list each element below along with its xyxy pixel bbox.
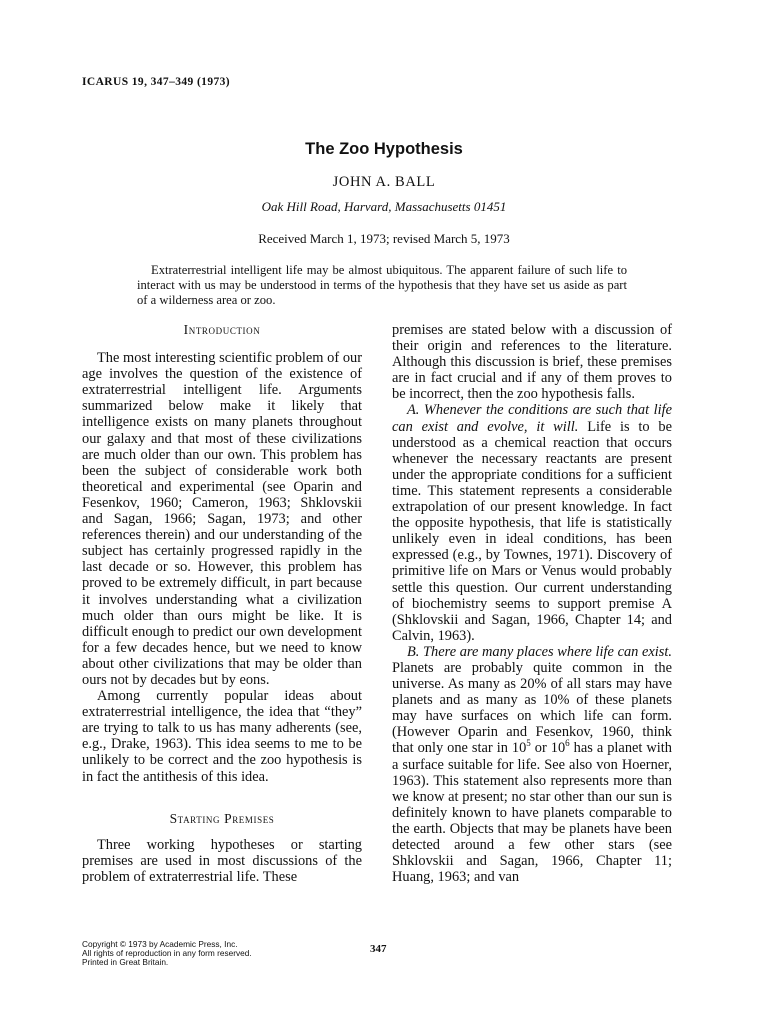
- exponent: 5: [526, 738, 531, 749]
- premise-a-paragraph: [392, 402, 672, 643]
- paragraph: The most interesting scientific problem of our age involves the question of the existence of extraterrestrial intelligent life. Arguments summarized below make it likely that intelligence exists on many planets throughout our galaxy and that most of these civilizations are much older than our own. This problem has been the subject of considerable work both theoretical and experimental (see Oparin and Fesenkov, 1960; Cameron, 1963; Shklovskii and Sagan, 1966; Sagan, 1973; and other references therein) and our understanding of the subject has certainly progressed rapidly in the last decade or so. However, this problem has proved to be extremely difficult, in part because it involves understanding what a civilization much older than ours might be like. It is difficult enough to predict our own development for a few decades hence, but we need to know about other civilizations that may be older than ours not by decades but by eons.: [82, 350, 362, 688]
- rights-line: All rights of reproduction in any form reserved.: [82, 948, 252, 959]
- abstract: Extraterrestrial intelligent life may be almost ubiquitous. The apparent failure of such life to interact with us may be understood in terms of the hypothesis that they have set us aside as part of a wilderness area or zoo.: [137, 263, 627, 307]
- journal-reference: [82, 76, 230, 88]
- author-affiliation: Oak Hill Road, Harvard, Massachusetts 01451: [261, 199, 507, 214]
- right-column: [392, 322, 672, 885]
- paragraph: premises are stated below with a discussion of their origin and references to the literature. Although this discussion is brief, these premises are in fact crucial and if any of them proves to be incorrect, then the zoo hypothesis falls.: [392, 322, 672, 403]
- copyright-footer: [82, 940, 252, 968]
- paragraph: Three working hypotheses or starting premises are used in most discussions of the problem of extraterrestrial life. These: [82, 836, 362, 885]
- author-name: JOHN A. BALL: [332, 174, 436, 190]
- section-heading-starting-premises: Starting Premises: [169, 810, 275, 826]
- journal-citation: 19, 347–349 (1973): [131, 76, 231, 88]
- premise-b-text: has a planet with a surface suitable for life. See also von Hoerner, 1963). This statement also represents more than we know at present; no star other than our sun is definitely known to have planets comparable to the earth. Objects that may be planets have been detected around a few other stars (see Shklovskii and Sagan, 1966, Chapter 11; Huang, 1963; and van: [392, 740, 672, 886]
- premise-a-lead: A. Whenever the conditions are such that life can exist and evolve, it will.: [392, 402, 672, 435]
- premise-b-text: or 10: [530, 740, 566, 757]
- paragraph: Among currently popular ideas about extraterrestrial intelligence, the idea that “they” are trying to talk to us has many adherents (see, e.g., Drake, 1963). This idea seems to me to be unlikely to be correct and the zoo hypothesis is in fact the antithesis of this idea.: [82, 688, 362, 785]
- premise-b-text: Planets are probably quite common in the universe. As many as 20% of all stars may have planets and as many as 10% of these planets may have surfaces on which life can form. (However Oparin and Fesenkov, 1960, think that only one star in 10: [392, 659, 672, 757]
- journal-name: ICARUS: [82, 76, 129, 88]
- paper-title: The Zoo Hypothesis: [305, 140, 463, 158]
- copyright-line: Copyright © 1973 by Academic Press, Inc.: [82, 939, 238, 949]
- section-heading-introduction: Introduction: [183, 322, 261, 337]
- left-column: [82, 322, 362, 885]
- received-dates: Received March 1, 1973; revised March 5, 1973: [258, 231, 510, 246]
- printed-line: Printed in Great Britain.: [82, 957, 169, 968]
- premise-b-paragraph: [392, 644, 672, 885]
- page-number: 347: [370, 943, 387, 955]
- premise-a-text: Life is to be understood as a chemical reaction that occurs whenever the necessary reactants are present under the appropriate conditions for a sufficient time. This statement represents a considerable extrapolation of our present knowledge. In fact the opposite hypothesis, that life is statistically unlikely even in ideal conditions, has been expressed (e.g., by Townes, 1971). Discovery of primitive life on Mars or Venus would probably settle this question. Our current understanding of biochemistry seems to support premise A (Shklovskii and Sagan, 1966, Chapter 14; and Calvin, 1963).: [392, 418, 672, 644]
- premise-b-lead: B. There are many places where life can exist.: [407, 643, 672, 660]
- exponent: 6: [565, 738, 570, 749]
